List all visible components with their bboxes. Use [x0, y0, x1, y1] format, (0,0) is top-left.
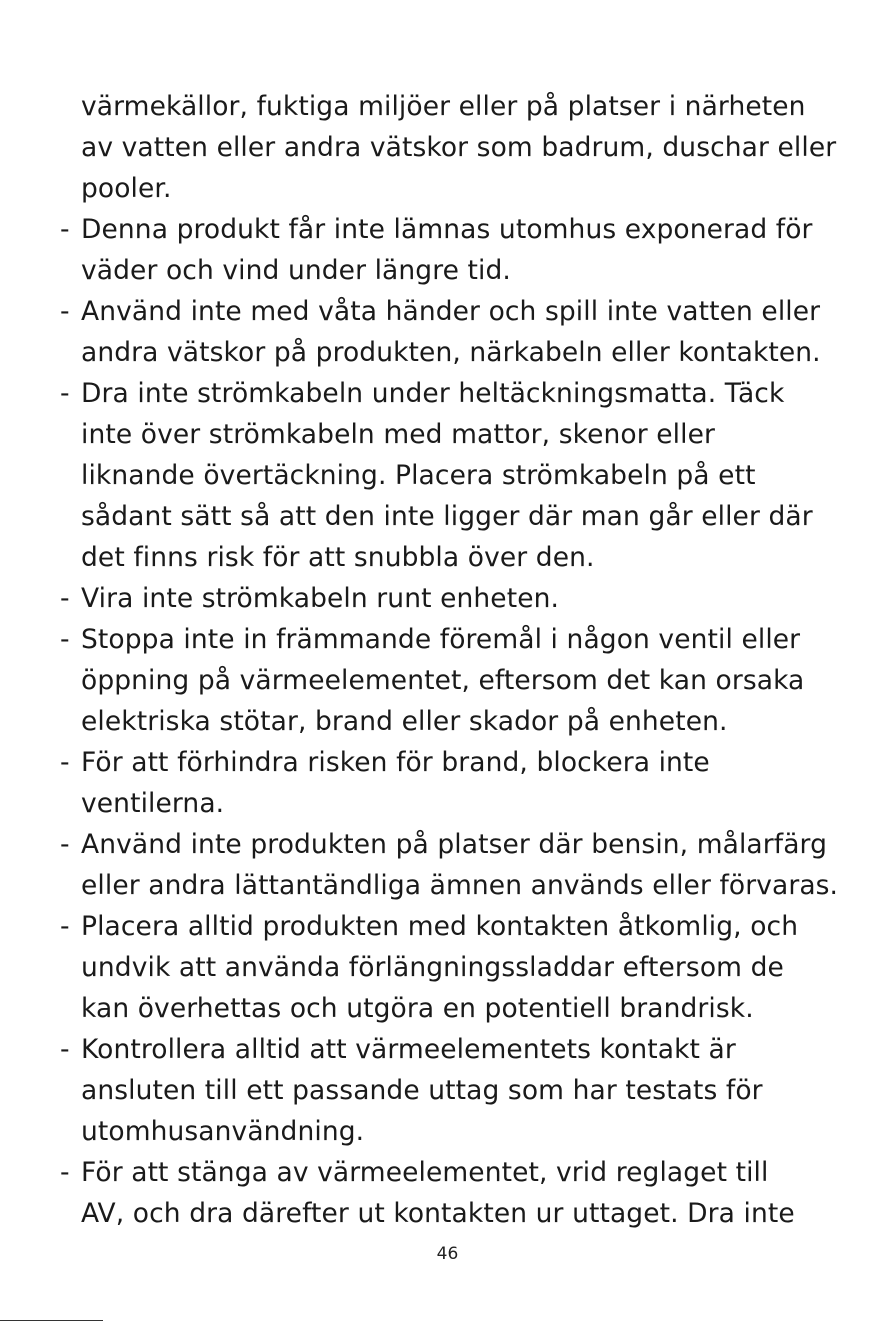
text-line: För att stänga av värmeelementet, vrid reglaget till — [81, 1157, 769, 1188]
list-item — [60, 578, 860, 619]
text-line: andra vätskor på produkten, närkabeln eller kontakten. — [81, 337, 821, 368]
bullet-dash: - — [60, 583, 70, 614]
list-item — [60, 373, 860, 578]
text-line: AV, och dra därefter ut kontakten ur uttaget. Dra inte — [81, 1198, 795, 1229]
list-item-text — [81, 619, 860, 742]
text-line: elektriska stötar, brand eller skador på enheten. — [81, 706, 728, 737]
text-line: Använd inte med våta händer och spill inte vatten eller — [81, 296, 821, 327]
list-item-text — [81, 824, 860, 906]
text-line: pooler. — [81, 173, 172, 204]
text-line: liknande övertäckning. Placera strömkabeln på ett — [81, 460, 756, 491]
text-line: Placera alltid produkten med kontakten åtkomlig, och — [81, 911, 799, 942]
safety-instructions — [60, 86, 860, 1234]
list-item — [60, 906, 860, 1029]
text-line: kan överhettas och utgöra en potentiell brandrisk. — [81, 993, 754, 1024]
list-item — [60, 824, 860, 906]
list-item — [60, 291, 860, 373]
list-item — [60, 1152, 860, 1234]
list-item — [60, 742, 860, 824]
text-line: För att förhindra risken för brand, blockera inte — [81, 747, 710, 778]
text-line: Kontrollera alltid att värmeelementets kontakt är — [81, 1034, 736, 1065]
text-line: öppning på värmeelementet, eftersom det kan orsaka — [81, 665, 805, 696]
bullet-dash: - — [60, 1157, 70, 1188]
bullet-dash: - — [60, 747, 70, 778]
footnote-divider — [0, 1320, 103, 1321]
text-line: ansluten till ett passande uttag som har testats för — [81, 1075, 763, 1106]
list-item-text — [81, 291, 860, 373]
list-item — [60, 209, 860, 291]
bullet-dash: - — [60, 214, 70, 245]
list-item-text — [81, 578, 860, 619]
bullet-dash: - — [60, 1034, 70, 1065]
text-line: det finns risk för att snubbla över den. — [81, 542, 595, 573]
text-line: ventilerna. — [81, 788, 225, 819]
text-line: Dra inte strömkabeln under heltäckningsmatta. Täck — [81, 378, 785, 409]
list-item-text — [81, 742, 860, 824]
text-line: inte över strömkabeln med mattor, skenor eller — [81, 419, 715, 450]
text-line: Denna produkt får inte lämnas utomhus exponerad för — [81, 214, 813, 245]
text-line: sådant sätt så att den inte ligger där man går eller där — [81, 501, 813, 532]
bullet-dash: - — [60, 911, 70, 942]
list-item-text — [81, 1152, 860, 1234]
list-item-text — [81, 373, 860, 578]
text-line: värmekällor, fuktiga miljöer eller på platser i närheten — [81, 91, 806, 122]
text-line: Vira inte strömkabeln runt enheten. — [81, 583, 560, 614]
page-number: 46 — [436, 1244, 459, 1264]
bullet-dash: - — [60, 624, 70, 655]
text-line: utomhusanvändning. — [81, 1116, 365, 1147]
continued-paragraph — [60, 86, 860, 209]
text-line: av vatten eller andra vätskor som badrum, duschar eller — [81, 132, 837, 163]
list-item — [60, 1029, 860, 1152]
text-line: Stoppa inte in främmande föremål i någon ventil eller — [81, 624, 801, 655]
bullet-dash: - — [60, 296, 70, 327]
bullet-dash: - — [60, 378, 70, 409]
list-item-text — [81, 906, 860, 1029]
list-item — [60, 619, 860, 742]
text-line: undvik att använda förlängningssladdar eftersom de — [81, 952, 784, 983]
list-item-text — [81, 1029, 860, 1152]
list-item-text — [81, 209, 860, 291]
bullet-dash: - — [60, 829, 70, 860]
text-line: Använd inte produkten på platser där bensin, målarfärg — [81, 829, 827, 860]
text-line: väder och vind under längre tid. — [81, 255, 511, 286]
text-line: eller andra lättantändliga ämnen används eller förvaras. — [81, 870, 839, 901]
